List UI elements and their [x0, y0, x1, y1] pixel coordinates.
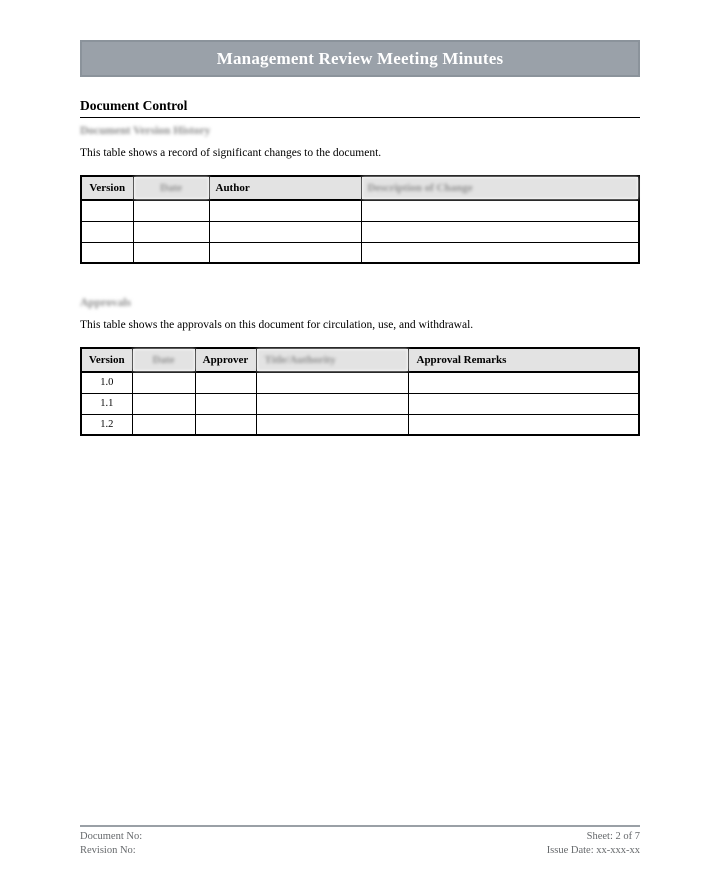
revision-no-label: Revision No:	[80, 845, 136, 856]
column-header-approver: Approver	[195, 348, 256, 372]
page-title: Management Review Meeting Minutes	[216, 48, 504, 68]
issue-date-label: Issue Date: xx-xxx-xx	[546, 845, 640, 856]
subheading-approvals: Approvals	[80, 297, 131, 309]
table-cell	[133, 242, 209, 263]
section-heading-document-control: Document Control	[80, 98, 640, 118]
table-cell	[256, 372, 408, 393]
sheet-label: Sheet: 2 of 7	[586, 831, 640, 842]
table-cell: 1.1	[81, 393, 132, 414]
column-header-description-of-change: Description of Change	[361, 176, 639, 200]
column-header-version: Version	[81, 348, 132, 372]
table-cell	[361, 221, 639, 242]
column-header-approval-remarks: Approval Remarks	[408, 348, 639, 372]
table-cell	[209, 221, 361, 242]
header-row	[81, 348, 639, 372]
table-cell	[408, 393, 639, 414]
table-row	[81, 200, 639, 221]
column-header-version: Version	[81, 176, 133, 200]
table-cell	[361, 242, 639, 263]
document-no-label: Document No:	[80, 831, 143, 842]
table-row	[81, 414, 639, 435]
table-cell	[256, 414, 408, 435]
table-cell	[195, 414, 256, 435]
table-cell	[195, 372, 256, 393]
footer-right	[547, 830, 640, 858]
table-cell	[408, 414, 639, 435]
column-header-author: Author	[209, 176, 361, 200]
table-row	[81, 242, 639, 263]
table-cell: 1.2	[81, 414, 132, 435]
title-banner	[80, 40, 640, 77]
table-cell	[132, 372, 195, 393]
page-footer	[80, 825, 640, 858]
version-history-table	[80, 175, 640, 264]
column-header-date: Date	[132, 348, 195, 372]
table-cell	[209, 200, 361, 221]
table-cell: 1.0	[81, 372, 132, 393]
table-row	[81, 372, 639, 393]
column-header-title-authority: Title/Authority	[256, 348, 408, 372]
table-row	[81, 221, 639, 242]
table-cell	[133, 221, 209, 242]
page-content	[80, 40, 640, 436]
document-page	[0, 40, 720, 887]
header-row	[81, 176, 639, 200]
table-cell	[81, 242, 133, 263]
table-cell	[81, 200, 133, 221]
table-cell	[256, 393, 408, 414]
table-row	[81, 393, 639, 414]
approvals-description: This table shows the approvals on this document for circulation, use, and withdrawal.	[80, 319, 474, 331]
table-cell	[361, 200, 639, 221]
table-cell	[209, 242, 361, 263]
table-cell	[133, 200, 209, 221]
table-cell	[132, 393, 195, 414]
subheading-document-version-history: Document Version History	[80, 125, 211, 137]
table-cell	[408, 372, 639, 393]
table-cell	[132, 414, 195, 435]
approvals-table	[80, 347, 640, 436]
table-cell	[195, 393, 256, 414]
version-history-description: This table shows a record of significant changes to the document.	[80, 147, 382, 159]
footer-left	[80, 830, 142, 858]
column-header-date: Date	[133, 176, 209, 200]
table-cell	[81, 221, 133, 242]
